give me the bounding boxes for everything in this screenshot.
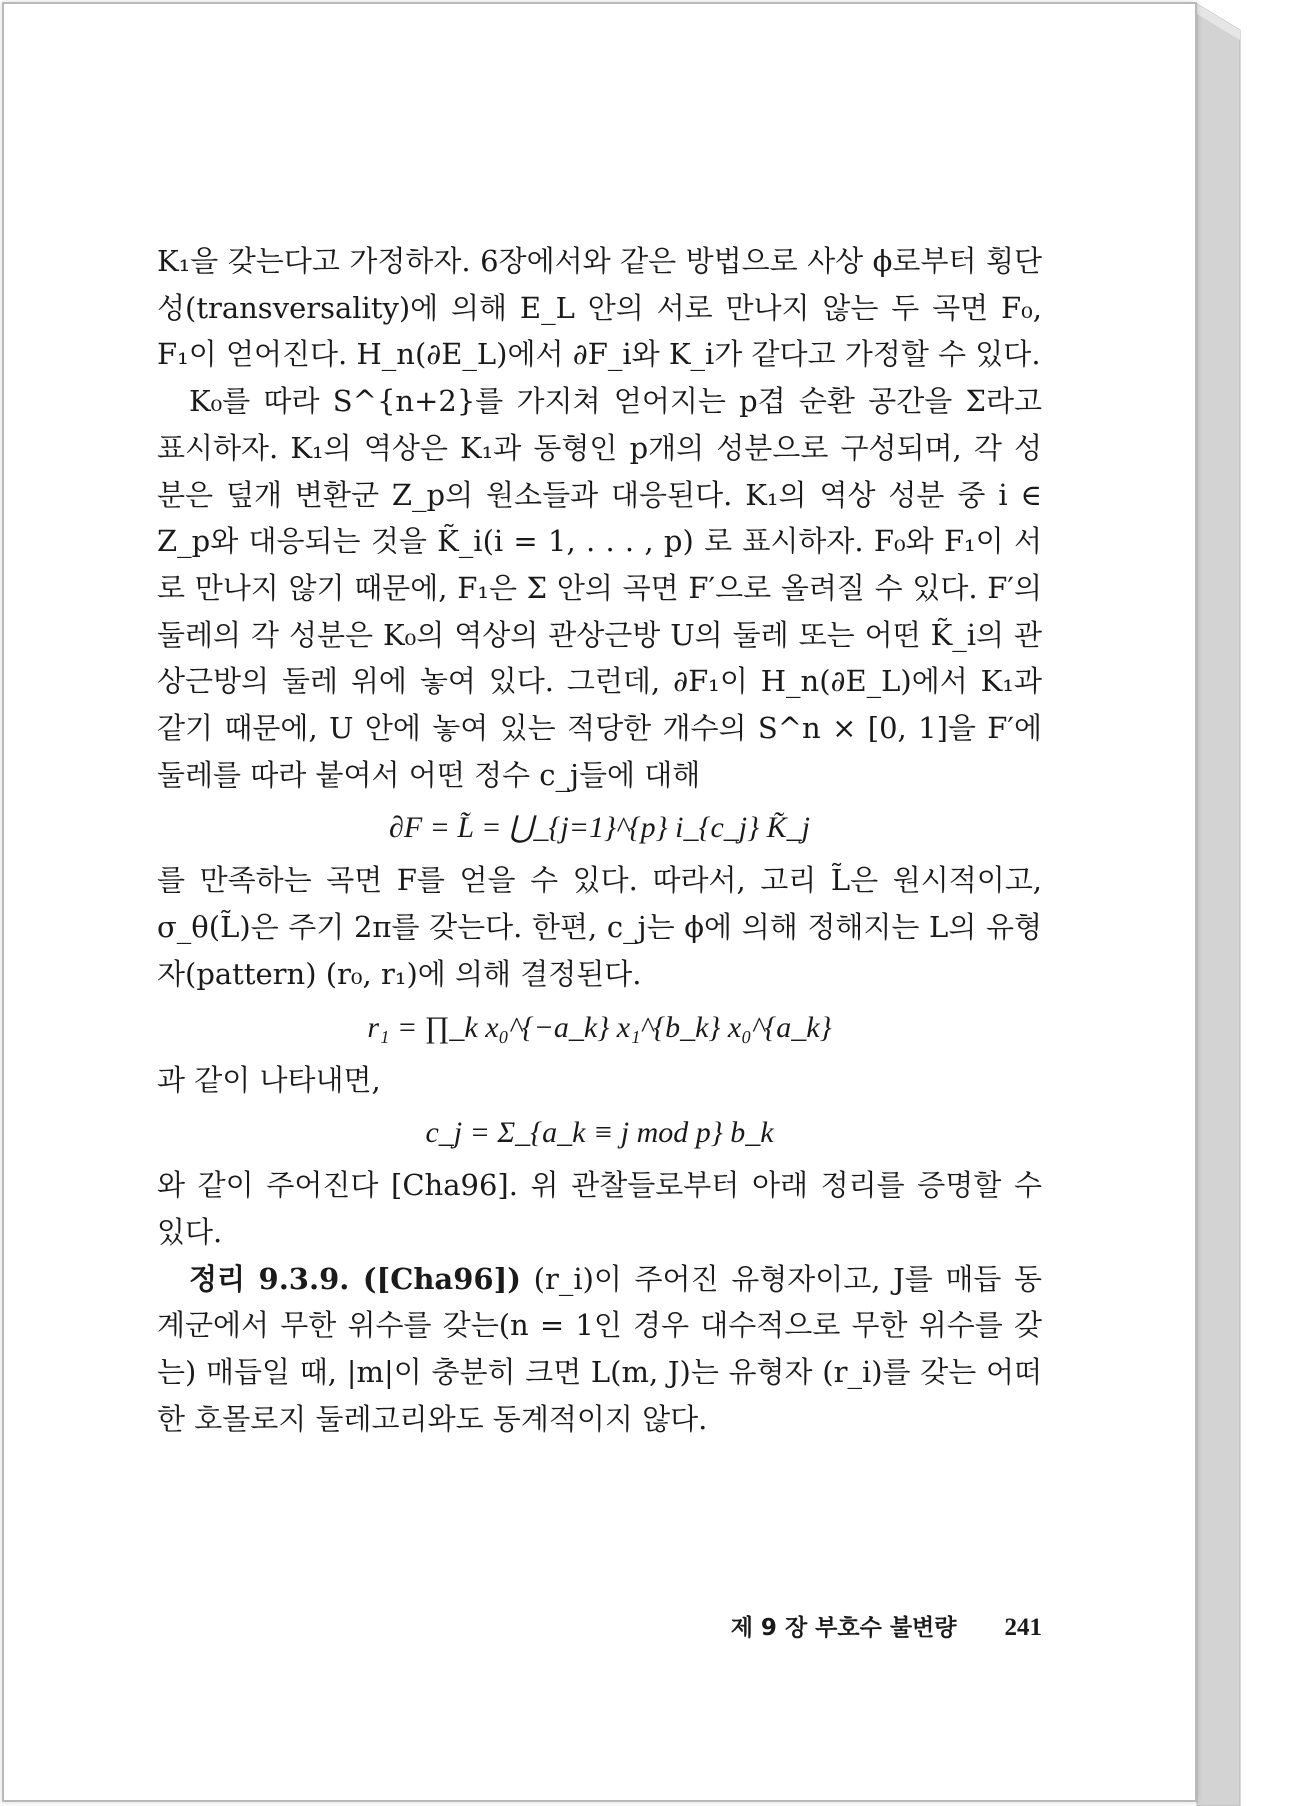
paragraph-5: 와 같이 주어진다 [Cha96]. 위 관찰들로부터 아래 정리를 증명할 수 있다. (157, 1168, 1042, 1249)
paragraph-1: K₁을 갖는다고 가정하자. 6장에서와 같은 방법으로 사상 ϕ로부터 횡단성(transversality)에 의해 E_L 안의 서로 만나지 않는 두 곡면 F₀, F₁이 얻어진다. H_n(∂E_L)에서 ∂F_i와 K_i가 같다고 가정할 수 있다. (157, 244, 1042, 372)
paragraph-4: 과 같이 나타내면, (157, 1062, 381, 1097)
equation-cj-sum (157, 1113, 1042, 1152)
running-chapter-title: 제 9 장 부호수 불변량 (730, 1615, 957, 1641)
theorem-body: (r_i)이 주어진 유형자이고, J를 매듭 동계군에서 무한 위수를 갖는(n = 1인 경우 대수적으로 무한 위수를 갖는) 매듭일 때, |m|이 충분히 크면 L(m, J)는 유형자 (r_i)를 갖는 어떠한 호몰로지 둘레고리와도 동계적이지 않다. (157, 1261, 1043, 1436)
theorem-label: 정리 9.3.9. ([Cha96]) (189, 1261, 522, 1296)
paragraph-3: 를 만족하는 곡면 F를 얻을 수 있다. 따라서, 고리 L̃은 원시적이고, σ_θ(L̃)은 주기 2π를 갖는다. 한편, c_j는 ϕ에 의해 정해지는 L의 유형자(pattern) (r₀, r₁)에 의해 결정된다. (157, 863, 1042, 991)
equation-text: c_j = Σ_{a_k ≡ j mod p} b_k (425, 1116, 774, 1150)
page-body (157, 238, 1042, 1442)
page-footer (600, 1609, 1042, 1642)
equation-text: r₁ = ∏_k x₀^{−a_k} x₁^{b_k} x₀^{a_k} (367, 1010, 832, 1044)
equation-pattern-product (157, 1008, 1042, 1047)
equation-boundary-union (157, 808, 1042, 847)
theorem-9-3-9 (157, 1256, 1042, 1443)
page-number: 241 (1004, 1614, 1042, 1641)
equation-text: ∂F = L̃ = ⋃_{j=1}^{p} i_{c_j} K̃_j (389, 811, 810, 845)
paragraph-2: K₀를 따라 S^{n+2}를 가지쳐 얻어지는 p겹 순환 공간을 Σ라고 표시하자. K₁의 역상은 K₁과 동형인 p개의 성분으로 구성되며, 각 성분은 덮개 변환군 Z_p의 원소들과 대응된다. K₁의 역상 성분 중 i ∈ Z_p와 대응되는 것을 K̃_i(i = 1, . . . , p) 로 표시하자. F₀와 F₁이 서로 만나지 않기 때문에, F₁은 Σ 안의 곡면 F′으로 올려질 수 있다. F′의 둘레의 각 성분은 K₀의 역상의 관상근방 U의 둘레 또는 어떤 K̃_i의 관상근방의 둘레 위에 놓여 있다. 그런데, ∂F₁이 H_n(∂E_L)에서 K₁과 같기 때문에, U 안에 놓여 있는 적당한 개수의 S^n × [0, 1]을 F′에 둘레를 따라 붙여서 어떤 정수 c_j들에 대해 (157, 384, 1042, 792)
